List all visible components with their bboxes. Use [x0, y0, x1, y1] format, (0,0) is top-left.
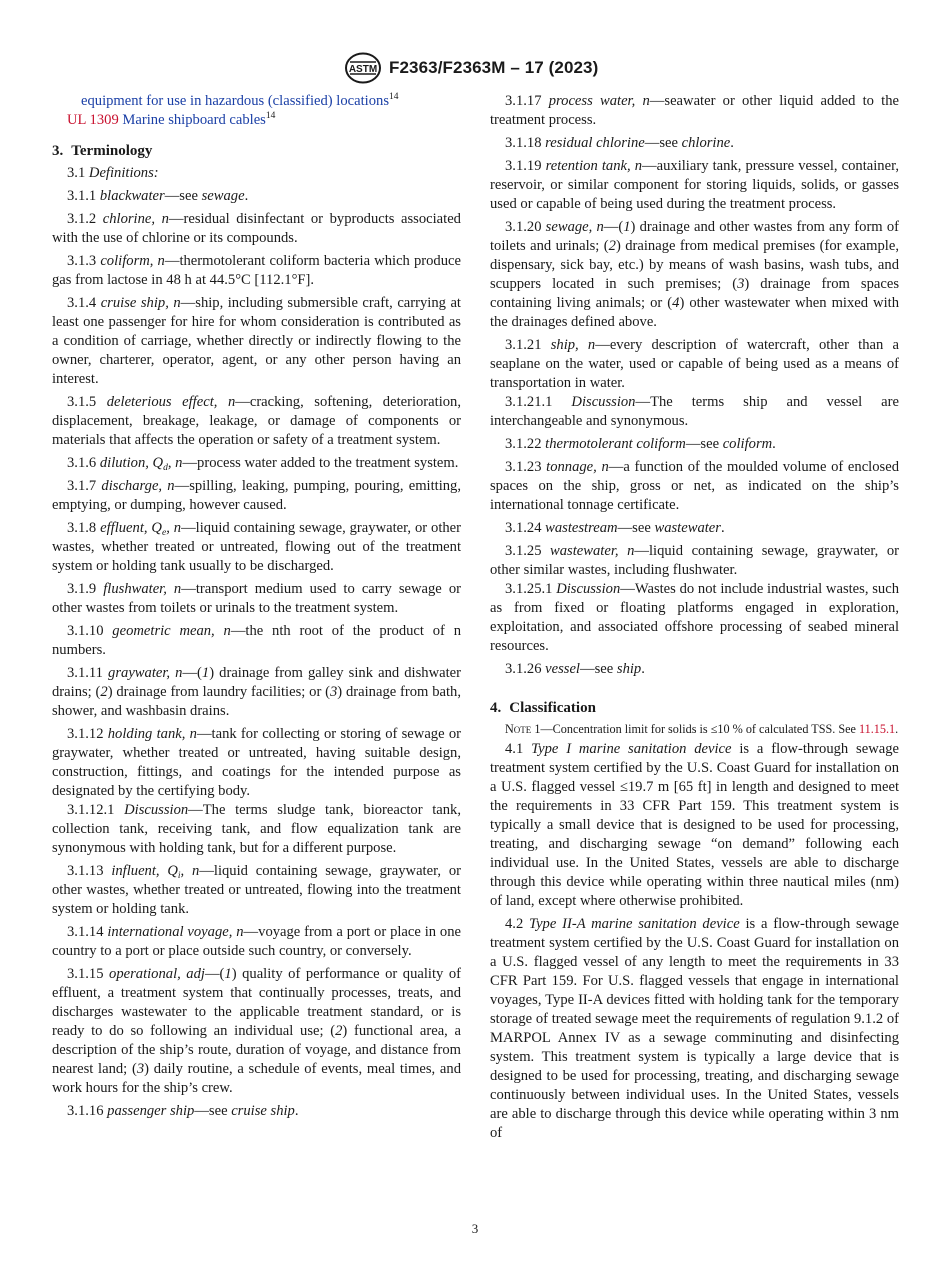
definition-3-1-23: 3.1.23 tonnage, n—a function of the moulded volume of enclosed spaces on the ship, gross or net, as indicated on the ship’s international tonnage certificate. — [490, 459, 899, 513]
definition-3-1: 3.1 Definitions: — [67, 165, 159, 181]
definition-3-1-11: 3.1.11 graywater, n—(1) drainage from galley sink and dishwater drains; (2) drainage from laundry facilities; or (3) drainage from bath, shower, and washbasin drains. — [52, 665, 461, 719]
definition-3-1-5: 3.1.5 deleterious effect, n—cracking, softening, deterioration, displacement, breakage, leakage, or damage of components or materials that affects the operation or safety of a treatment system. — [52, 394, 462, 448]
definition-3-1-7: 3.1.7 discharge, n—spilling, leaking, pumping, pouring, emitting, emptying, or dumping, however caused. — [52, 478, 462, 513]
definition-3-1-1: 3.1.1 blackwater—see sewage. — [67, 188, 249, 204]
definition-3-1-26: 3.1.26 vessel—see ship. — [505, 661, 645, 677]
definition-3-1-22: 3.1.22 thermotolerant coliform—see coliform. — [505, 436, 776, 452]
definition-3-1-16: 3.1.16 passenger ship—see cruise ship. — [67, 1103, 299, 1119]
definition-3-1-25-1: 3.1.25.1 Discussion—Wastes do not include industrial wastes, such as from fixed or floating platforms engaged in exploration, exploitation, and associated offshore processing of seabed mineral resources. — [490, 581, 899, 654]
footnote-marker: 14 — [389, 92, 399, 102]
definition-3-1-12-1: 3.1.12.1 Discussion—The terms sludge tank, bioreactor tank, collection tank, receiving tank, and flow equalization tank are synonymous with holding tank, but for a different purpose. — [52, 802, 461, 856]
left-column — [52, 92, 461, 1125]
section-heading-terminology: 3. Terminology — [52, 143, 153, 159]
definition-3-1-21: 3.1.21 ship, n—every description of watercraft, other than a seaplane on the water, used or capable of being used as a means of transportation in water. — [490, 337, 899, 391]
definition-3-1-13: 3.1.13 influent, $Q_i$, n—liquid containing sewage, graywater, or other wastes, whether treated or untreated, flowing into the treatment system or holding tank. — [52, 863, 461, 917]
definition-3-1-19: 3.1.19 retention tank, n—auxiliary tank, pressure vessel, container, reservoir, or similar component for storing liquids, solids, or gasses used or capable of being used during the treatment process. — [490, 158, 899, 212]
section-heading-classification: 4. Classification — [490, 700, 596, 716]
definition-3-1-17: 3.1.17 process water, n—seawater or other liquid added to the treatment process. — [490, 93, 900, 128]
definition-3-1-25: 3.1.25 wastewater, n—liquid containing sewage, graywater, or other similar wastes, including flushwater. — [490, 543, 899, 578]
reference-item — [52, 92, 461, 111]
definition-3-1-18: 3.1.18 residual chlorine—see chlorine. — [505, 135, 734, 151]
definition-3-1-12: 3.1.12 holding tank, n—tank for collecting or storing of sewage or graywater, whether treated or untreated, having suitable design, construction, fittings, and coatings for the intended purpose as designated by the certifying body. — [52, 726, 461, 799]
right-column — [490, 92, 899, 1147]
reference-item — [52, 111, 461, 130]
definition-3-1-6: 3.1.6 dilution, $Q_d$, n—process water added to the treatment system. — [67, 455, 459, 473]
footnote-marker: 14 — [265, 111, 276, 121]
definition-3-1-15: 3.1.15 operational, adj—(1) quality of performance or quality of effluent, a treatment system that continually processes, treats, and discharges wastewater to the applicable treatment standard, or is ready to do so following an individual use; (2) functional area, a description of the ship’s route, duration of voyage, and distance from nearest land; (3) daily routine, a schedule of events, meal times, and work hours for the ship’s crew. — [52, 966, 462, 1096]
definition-3-1-10: 3.1.10 geometric mean, n—the nth root of the product of n numbers. — [52, 623, 461, 658]
definition-3-1-24: 3.1.24 wastestream—see wastewater. — [505, 520, 725, 536]
definition-3-1-4: 3.1.4 cruise ship, n—ship, including submersible craft, carrying at least one passenger for hire for whom consideration is contributed as a condition of carriage, whether directly or indirectly flowing to the owner, charterer, operator, agent, or any other person having an interest. — [52, 295, 461, 387]
definition-3-1-21-1: 3.1.21.1 Discussion—The terms ship and vessel are interchangeable and synonymous. — [490, 394, 899, 429]
page-header — [0, 52, 950, 86]
definition-3-1-20: 3.1.20 sewage, n—(1) drainage and other wastes from any form of toilets and urinals; (2) drainage from medical premises (for example, dispensary, sick bay, etc.) by means of wash basins, wash tubs, and scuppers located in such premises; (3) drainage from spaces containing living animals; or (4) other wastewater when mixed with the drainages defined above. — [490, 219, 899, 330]
definition-3-1-14: 3.1.14 international voyage, n—voyage from a port or place in one country to a port or place outside such country, or conversely. — [52, 924, 461, 959]
reference-code-link[interactable]: UL 1309 — [67, 112, 119, 128]
definition-3-1-9: 3.1.9 flushwater, n—transport medium used to carry sewage or other wastes from toilets or urinals to the treatment system. — [52, 581, 461, 616]
reference-title[interactable]: Marine shipboard cables — [118, 112, 266, 128]
definition-3-1-8: 3.1.8 effluent, $Q_e$, n—liquid containing sewage, graywater, or other wastes, whether treated or untreated, flowing out of the treatment system or holding tank usually to be discharged. — [52, 520, 462, 574]
classification-4-1: 4.1 Type I marine sanitation device is a flow-through sewage treatment system certified by the U.S. Coast Guard for installation on a U.S. flagged vessel ≤19.7 m [65 ft] in length and designed to meet the requirements in 33 CFR Part 159. This treatment system is typically a small device that is designed to be used for processing, treating, and discharging sewage “on demand” following each individual use. In the United States, vessels are able to discharge through this device while operating within three nautical miles (nm) of land, except where otherwise prohibited. — [490, 741, 899, 909]
section-link[interactable]: 11.15.1 — [859, 722, 896, 736]
astm-logo-icon — [344, 52, 382, 84]
document-designation: F2363/F2363M – 17 (2023) — [389, 58, 599, 77]
note-1: Note 1—Concentration limit for solids is ≤10 % of calculated TSS. See 11.15.1. — [505, 722, 899, 736]
definition-3-1-2: 3.1.2 chlorine, n—residual disinfectant or byproducts associated with the use of chlorine or its compounds. — [52, 211, 461, 246]
page-number: 3 — [471, 1221, 479, 1236]
classification-4-2: 4.2 Type II-A marine sanitation device is a flow-through sewage treatment system certified by the U.S. Coast Guard for installation on a U.S. flagged vessel of any length to meet the requirements in 33 CFR Part 159. For U.S. flagged vessels that engage in international voyages, Type II-A devices fitted with holding tank for the temporary storage of treated sewage meet the requirements of regulation 9.1.2 of MARPOL Annex IV as a sewage comminuting and disinfecting system. This treatment system is typically a large device that is designed to be used for processing, treating, and discharging sewage continuously between individual uses. In the United States, vessels are able to discharge through this device while operating within 3 nm of — [490, 916, 899, 1141]
reference-title[interactable]: equipment for use in hazardous (classified) locations — [81, 93, 389, 109]
definition-3-1-3: 3.1.3 coliform, n—thermotolerant coliform bacteria which produce gas from lactose in 48 h at 44.5°C [112.1°F]. — [52, 253, 461, 288]
logo-lettering: ASTM — [348, 64, 378, 75]
